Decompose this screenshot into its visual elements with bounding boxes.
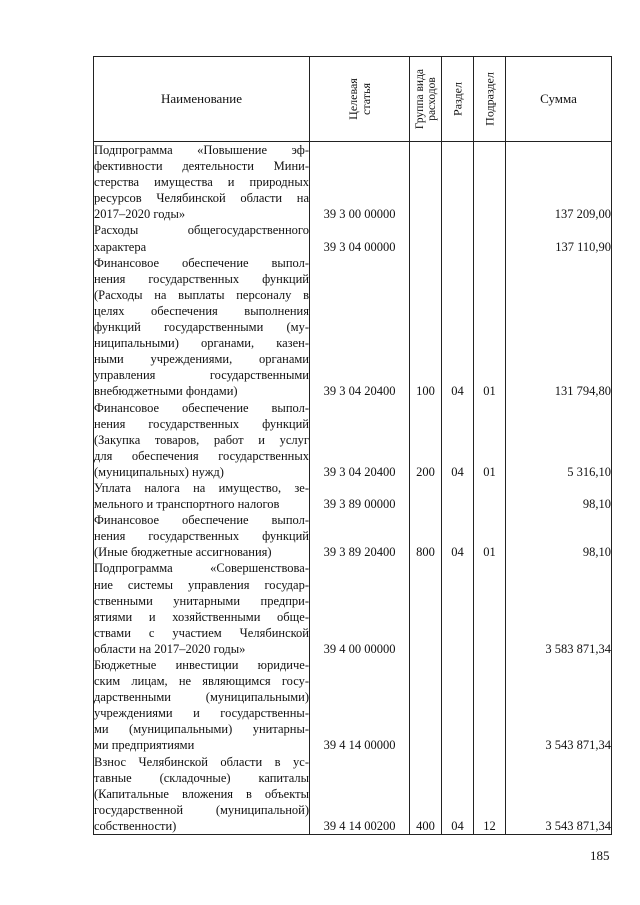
row-expense-group: 100 xyxy=(410,255,442,400)
row-target-article: 39 3 00 00000 xyxy=(310,142,410,223)
table-header-row xyxy=(94,57,612,142)
row-subsection: 01 xyxy=(474,512,506,560)
row-name-line: дарственными (муниципальными) xyxy=(94,690,309,705)
row-name-line: Расходы общегосударственного xyxy=(94,223,309,238)
row-expense-group xyxy=(410,142,442,223)
budget-table xyxy=(93,56,612,835)
row-subsection xyxy=(474,560,506,657)
row-expense-group xyxy=(410,480,442,512)
row-name-line: для обеспечения государственных xyxy=(94,448,309,463)
row-name xyxy=(94,400,310,480)
row-sum: 3 543 871,34 xyxy=(506,754,612,835)
row-subsection xyxy=(474,142,506,223)
row-name-line: собственности) xyxy=(94,818,177,833)
row-section xyxy=(442,222,474,254)
row-subsection: 01 xyxy=(474,255,506,400)
row-name xyxy=(94,480,310,512)
row-name-line: ствами с участием Челябинской xyxy=(94,625,309,640)
table-row xyxy=(94,255,612,400)
row-name xyxy=(94,754,310,835)
row-sum: 5 316,10 xyxy=(506,400,612,480)
row-name-line: учреждениями и государственны- xyxy=(94,706,309,721)
row-name xyxy=(94,512,310,560)
row-name-line: Подпрограмма «Повышение эф- xyxy=(94,143,309,157)
row-name-line: нения государственных функций xyxy=(94,416,309,431)
header-expense-group xyxy=(410,57,442,142)
budget-table-container xyxy=(93,56,611,835)
row-name xyxy=(94,222,310,254)
row-subsection xyxy=(474,480,506,512)
row-name xyxy=(94,560,310,657)
row-target-article: 39 4 14 00200 xyxy=(310,754,410,835)
row-target-article: 39 4 14 00000 xyxy=(310,657,410,754)
row-name-line: Взнос Челябинской области в ус- xyxy=(94,754,309,769)
row-name-line: характера xyxy=(94,239,147,254)
row-subsection xyxy=(474,222,506,254)
header-subsection-label: Подраздел xyxy=(482,72,496,126)
row-name xyxy=(94,657,310,754)
header-sum: Сумма xyxy=(506,57,612,142)
row-name-line: нения государственных функций xyxy=(94,271,309,286)
row-sum: 98,10 xyxy=(506,480,612,512)
header-subsection xyxy=(474,57,506,142)
table-body xyxy=(94,142,612,835)
row-expense-group xyxy=(410,222,442,254)
table-row xyxy=(94,480,612,512)
row-name-line: ми (муниципальными) унитарны- xyxy=(94,722,309,737)
row-section xyxy=(442,560,474,657)
row-name-line: ским лицам, не являющимся госу- xyxy=(94,674,309,689)
row-name-line: ниципальными) органами, казен- xyxy=(94,336,309,351)
row-expense-group: 200 xyxy=(410,400,442,480)
row-target-article: 39 3 04 00000 xyxy=(310,222,410,254)
row-name-line: ными учреждениями, органами xyxy=(94,352,309,367)
table-row xyxy=(94,754,612,835)
row-name-line: целях обеспечения выполнения xyxy=(94,303,309,318)
row-name-line: Финансовое обеспечение выпол- xyxy=(94,513,309,528)
row-name-line: (Закупка товаров, работ и услуг xyxy=(94,432,309,447)
table-row xyxy=(94,142,612,223)
row-name-line: мельного и транспортного налогов xyxy=(94,497,280,512)
header-name: Наименование xyxy=(94,57,310,142)
table-row xyxy=(94,400,612,480)
row-target-article: 39 3 04 20400 xyxy=(310,400,410,480)
row-name-line: Подпрограмма «Совершенствова- xyxy=(94,561,309,576)
row-name-line: ресурсов Челябинской области на xyxy=(94,191,309,206)
row-name-line: (Расходы на выплаты персоналу в xyxy=(94,287,309,302)
header-section-label: Раздел xyxy=(450,82,464,116)
row-target-article: 39 3 89 00000 xyxy=(310,480,410,512)
row-section: 04 xyxy=(442,400,474,480)
row-name-line: Бюджетные инвестиции юридиче- xyxy=(94,658,309,672)
row-section: 04 xyxy=(442,754,474,835)
header-section xyxy=(442,57,474,142)
table-row xyxy=(94,560,612,657)
row-name-line: ятиями и хозяйственными обще- xyxy=(94,609,309,624)
row-name-line: (Иные бюджетные ассигнования) xyxy=(94,545,272,560)
table-row xyxy=(94,657,612,754)
row-subsection xyxy=(474,657,506,754)
row-name-line: ние системы управления государ- xyxy=(94,577,309,592)
row-name-line: тавные (складочные) капиталы xyxy=(94,770,309,785)
row-sum: 137 110,90 xyxy=(506,222,612,254)
row-name-line: Уплата налога на имущество, зе- xyxy=(94,480,309,495)
row-name-line: государственной (муниципальной) xyxy=(94,802,309,817)
table-row xyxy=(94,512,612,560)
row-name xyxy=(94,255,310,400)
row-target-article: 39 3 04 20400 xyxy=(310,255,410,400)
row-section xyxy=(442,657,474,754)
row-sum: 3 543 871,34 xyxy=(506,657,612,754)
row-name xyxy=(94,142,310,223)
row-expense-group xyxy=(410,657,442,754)
row-expense-group: 400 xyxy=(410,754,442,835)
row-expense-group: 800 xyxy=(410,512,442,560)
row-name-line: ственными унитарными предпри- xyxy=(94,593,309,608)
header-target-article xyxy=(310,57,410,142)
row-target-article: 39 4 00 00000 xyxy=(310,560,410,657)
table-row xyxy=(94,222,612,254)
row-name-line: ми предприятиями xyxy=(94,738,195,753)
row-sum: 131 794,80 xyxy=(506,255,612,400)
row-name-line: нения государственных функций xyxy=(94,529,309,544)
row-section xyxy=(442,480,474,512)
page-number: 185 xyxy=(590,848,610,863)
row-name-line: управления государственными xyxy=(94,368,309,383)
row-sum: 137 209,00 xyxy=(506,142,612,223)
row-subsection: 01 xyxy=(474,400,506,480)
row-name-line: Финансовое обеспечение выпол- xyxy=(94,400,309,415)
row-name-line: внебюджетными фондами) xyxy=(94,384,238,399)
row-section: 04 xyxy=(442,512,474,560)
row-name-line: (Капитальные вложения в объекты xyxy=(94,786,309,801)
header-expense-group-label: Группа вида расходов xyxy=(413,68,438,130)
row-name-line: стерства имущества и природных xyxy=(94,175,309,190)
row-name-line: области на 2017–2020 годы» xyxy=(94,641,246,656)
row-expense-group xyxy=(410,560,442,657)
row-name-line: 2017–2020 годы» xyxy=(94,207,186,222)
row-name-line: фективности деятельности Мини- xyxy=(94,159,309,174)
row-name-line: функций государственными (му- xyxy=(94,320,309,335)
row-section xyxy=(442,142,474,223)
header-target-article-label: Целевая статья xyxy=(345,78,373,120)
row-target-article: 39 3 89 20400 xyxy=(310,512,410,560)
row-subsection: 12 xyxy=(474,754,506,835)
row-sum: 98,10 xyxy=(506,512,612,560)
row-name-line: Финансовое обеспечение выпол- xyxy=(94,255,309,270)
row-name-line: (муниципальных) нужд) xyxy=(94,464,224,479)
row-sum: 3 583 871,34 xyxy=(506,560,612,657)
row-section: 04 xyxy=(442,255,474,400)
